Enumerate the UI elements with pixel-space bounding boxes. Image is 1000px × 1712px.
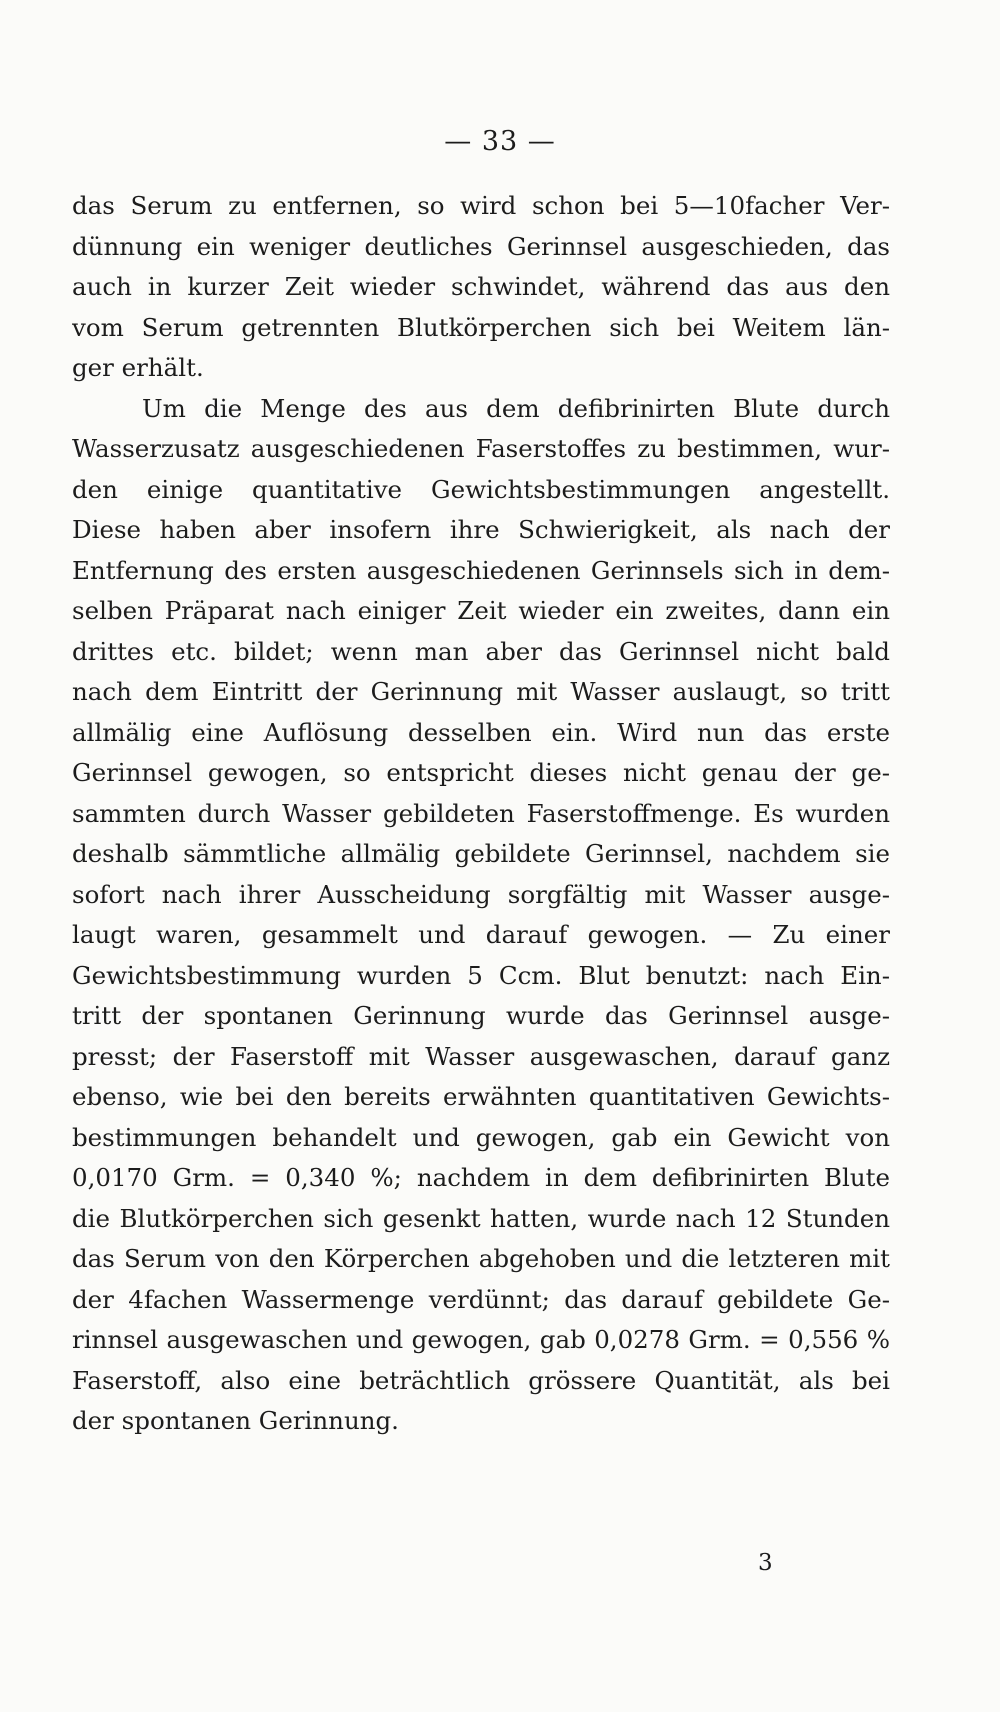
text-line: die Blutkörperchen sich gesenkt hatten, wurde nach 12 Stunden: [72, 1203, 890, 1233]
text-line: selben Präparat nach einiger Zeit wieder ein zweites, dann ein: [72, 596, 890, 625]
text-line: nach dem Eintritt der Gerinnung mit Wasser auslaugt, so tritt: [72, 677, 890, 706]
text-line: bestimmungen behandelt und gewogen, gab ein Gewicht von: [72, 1122, 890, 1152]
text-line: das Serum zu entfernen, so wird schon bei 5—10facher Ver-: [72, 191, 890, 220]
text-line: auch in kurzer Zeit wieder schwindet, während das aus den: [72, 272, 890, 301]
text-line: Wasserzusatz ausgeschiedenen Faserstoffes zu bestimmen, wur-: [72, 434, 890, 463]
text-line: rinnsel ausgewaschen und gewogen, gab 0,0278 Grm. = 0,556 %: [72, 1325, 890, 1354]
signature-mark: 3: [758, 1550, 773, 1576]
page-number-header: — 33 —: [444, 126, 556, 157]
text-line: presst; der Faserstoff mit Wasser ausgewaschen, darauf ganz: [72, 1041, 890, 1071]
text-line: vom Serum getrennten Blutkörperchen sich bei Weitem län-: [72, 312, 890, 342]
text-line: Diese haben aber insofern ihre Schwierigkeit, als nach der: [72, 515, 890, 544]
text-line: dünnung ein weniger deutliches Gerinnsel ausgeschieden, das: [72, 231, 890, 261]
text-line: sofort nach ihrer Ausscheidung sorgfältig mit Wasser ausge-: [72, 879, 890, 909]
text-line: den einige quantitative Gewichtsbestimmungen angestellt.: [72, 474, 890, 504]
text-line: Gewichtsbestimmung wurden 5 Ccm. Blut benutzt: nach Ein-: [72, 960, 890, 990]
text-line: Entfernung des ersten ausgeschiedenen Gerinnsels sich in dem-: [72, 555, 890, 585]
text-line: drittes etc. bildet; wenn man aber das Gerinnsel nicht bald: [72, 636, 890, 666]
text-line: sammten durch Wasser gebildeten Faserstoffmenge. Es wurden: [72, 798, 890, 828]
text-line: ger erhält.: [72, 353, 204, 382]
text-line: allmälig eine Auflösung desselben ein. Wird nun das erste: [72, 717, 890, 747]
text-line: Um die Menge des aus dem defibrinirten Blute durch: [142, 393, 890, 423]
body-text: [72, 186, 890, 1442]
text-line: der 4fachen Wassermenge verdünnt; das darauf gebildete Ge-: [72, 1284, 890, 1314]
text-line: der spontanen Gerinnung.: [72, 1406, 399, 1435]
text-line: Faserstoff, also eine beträchtlich grössere Quantität, als bei: [72, 1365, 890, 1395]
text-line: Gerinnsel gewogen, so entspricht dieses nicht genau der ge-: [72, 758, 890, 787]
text-line: ebenso, wie bei den bereits erwähnten quantitativen Gewichts-: [72, 1082, 890, 1111]
text-line: laugt waren, gesammelt und darauf gewogen. — Zu einer: [72, 920, 890, 949]
text-line: tritt der spontanen Gerinnung wurde das Gerinnsel ausge-: [72, 1001, 890, 1030]
text-line: 0,0170 Grm. = 0,340 %; nachdem in dem defibrinirten Blute: [72, 1163, 890, 1192]
text-line: deshalb sämmtliche allmälig gebildete Gerinnsel, nachdem sie: [72, 839, 890, 868]
text-line: das Serum von den Körperchen abgehoben und die letzteren mit: [72, 1244, 890, 1273]
